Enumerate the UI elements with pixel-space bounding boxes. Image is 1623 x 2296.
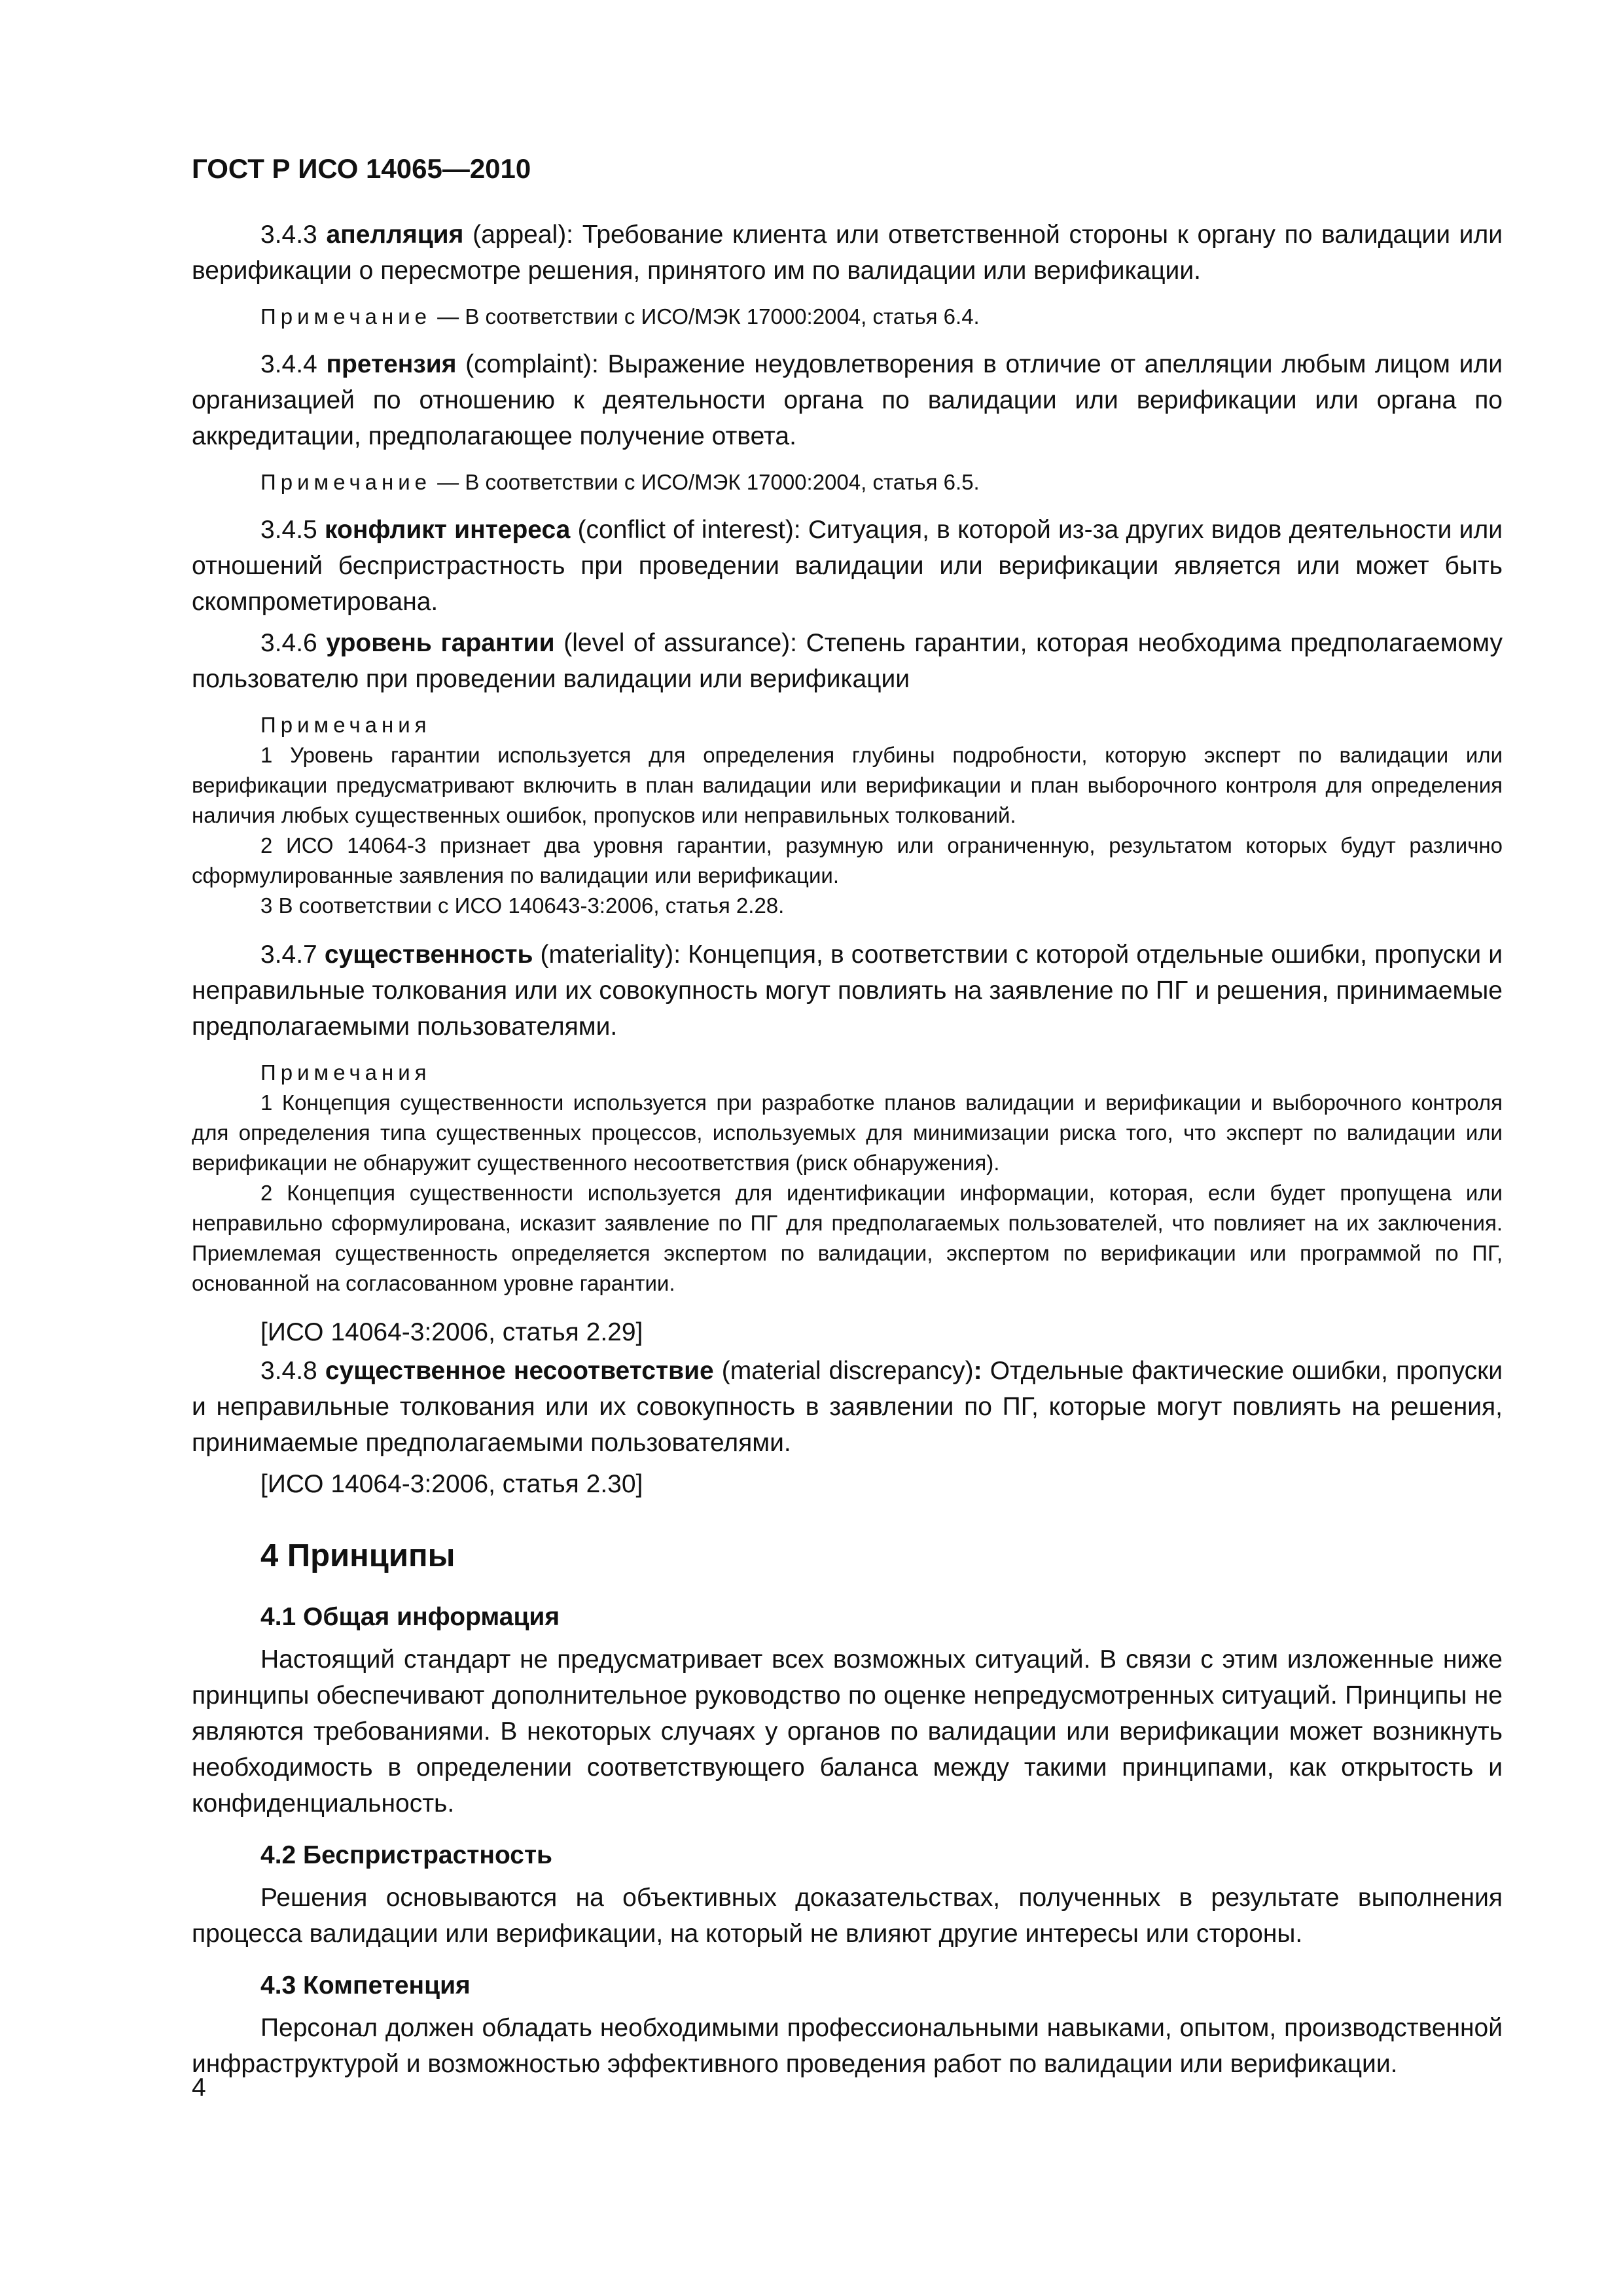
definition-number: 3.4.8 [260, 1357, 317, 1385]
paragraph-4-1: Настоящий стандарт не предусматривает всех возможных ситуаций. В связи с этим изложенные ниже принципы обеспечивают дополнительное руководство по оценке непредусмотренных ситуаций. Принципы не являются требованиями. В некоторых случаях у органов по валидации или верификации может возникнуть необходимость в определении соответствующего баланса между такими принципами, как открытость и конфиденциальность. [192, 1645, 1503, 1818]
definition-number: 3.4.3 [260, 221, 317, 249]
definition-term: апелляция [326, 221, 464, 249]
note-item: 2 ИСО 14064-3 признает два уровня гарантии, разумную или ограниченную, результатом которых будут различно сформулированные заявления по валидации или верификации. [192, 833, 1503, 888]
definition-number: 3.4.5 [260, 516, 317, 544]
note-label: Примечание [260, 470, 432, 494]
document-page [192, 151, 1503, 2098]
note-label: Примечание [260, 304, 432, 329]
note-3-4-3 [192, 302, 1503, 332]
definition-3-4-8 [192, 1353, 1503, 1461]
definition-text: (conflict of interest): Ситуация, в которой из-за других видов деятельности или отношений беспристрастность при проведении валидации или верификации является или может быть скомпрометирована. [192, 516, 1503, 616]
note-item: 1 Уровень гарантии используется для определения глубины подробности, которую эксперт по валидации или верификации предусматривают включить в план валидации или верификации и план выборочного контроля для определения наличия любых существенных ошибок, пропусков или неправильных толкований. [192, 743, 1503, 827]
note-text: — В соответствии с ИСО/МЭК 17000:2004, статья 6.4. [431, 304, 980, 329]
reference-3-4-7: [ИСО 14064-3:2006, статья 2.29] [260, 1318, 643, 1346]
definition-term: уровень гарантии [326, 629, 555, 657]
note-item: 2 Концепция существенности используется для идентификации информации, которая, если будет пропущена или неправильно сформулирована, исказит заявление по ПГ для предполагаемых пользователей, что повлияет на их заключения. Приемлемая существенность определяется экспертом по валидации, экспертом по верификации или программой по ПГ, основанной на согласованном уровне гарантии. [192, 1181, 1503, 1295]
subsection-title-4-3: 4.3 Компетенция [260, 1971, 471, 2000]
definition-number: 3.4.6 [260, 629, 317, 657]
definition-term: существенность [324, 941, 533, 969]
definition-number: 3.4.7 [260, 941, 317, 969]
definition-text: (level of assurance): Степень гарантии, которая необходима предполагаемому пользователю при проведении валидации или верификации [192, 629, 1503, 693]
note-item: 3 В соответствии с ИСО 140643-3:2006, статья 2.28. [260, 893, 785, 918]
page-number: 4 [192, 2073, 206, 2102]
definition-text: Отдельные фактические ошибки, пропуски и неправильные толкования или их совокупность в заявлении по ПГ, которые могут повлиять на решения, принимаемые предполагаемыми пользователями. [192, 1357, 1503, 1457]
note-3-4-4 [192, 467, 1503, 497]
notes-3-4-6 [192, 710, 1503, 921]
notes-heading: Примечания [260, 713, 431, 737]
paragraph-4-3: Персонал должен обладать необходимыми профессиональными навыками, опытом, производственной инфраструктурой и возможностью эффективного проведения работ по валидации или верификации. [192, 2014, 1503, 2078]
definition-term: претензия [326, 350, 457, 378]
definition-text: (materiality): Концепция, в соответствии с которой отдельные ошибки, пропуски и неправильные толкования или их совокупность могут повлиять на заявление по ПГ и решения, принимаемые предполагаемыми пользователями. [192, 941, 1503, 1041]
subsection-title-4-2: 4.2 Беспристрастность [260, 1841, 553, 1869]
definition-3-4-4 [192, 346, 1503, 454]
definition-term: существенное несоответствие [325, 1357, 714, 1385]
definition-number: 3.4.4 [260, 350, 317, 378]
definition-3-4-7 [192, 937, 1503, 1045]
definition-text: (material discrepancy) [713, 1357, 974, 1385]
reference-3-4-8: [ИСО 14064-3:2006, статья 2.30] [260, 1470, 643, 1498]
section-title: 4 Принципы [260, 1538, 455, 1573]
definition-3-4-5 [192, 512, 1503, 620]
definition-text: (complaint): Выражение неудовлетворения в отличие от апелляции любым лицом или организацией по отношению к деятельности органа по валидации или верификации или органа по аккредитации, предполагающее получение ответа. [192, 350, 1503, 450]
note-text: — В соответствии с ИСО/МЭК 17000:2004, статья 6.5. [431, 470, 980, 494]
definition-3-4-6 [192, 625, 1503, 697]
standard-header: ГОСТ Р ИСО 14065—2010 [192, 153, 531, 184]
paragraph-4-2: Решения основываются на объективных доказательствах, полученных в результате выполнения процесса валидации или верификации, на который не влияют другие интересы или стороны. [192, 1884, 1503, 1948]
notes-3-4-7 [192, 1058, 1503, 1299]
note-item: 1 Концепция существенности используется при разработке планов валидации и верификации и выборочного контроля для определения типа существенных процессов, используемых для минимизации риска того, что эксперт по валидации или верификации не обнаружит существенного несоответствия (риск обнаружения). [192, 1090, 1503, 1175]
definition-text: (appeal): Требование клиента или ответственной стороны к органу по валидации или верификации о пересмотре решения, принятого им по валидации или верификации. [192, 221, 1503, 285]
notes-heading: Примечания [260, 1060, 431, 1085]
definition-3-4-3 [192, 217, 1503, 289]
definition-term: конфликт интереса [325, 516, 571, 544]
subsection-title-4-1: 4.1 Общая информация [260, 1603, 560, 1631]
definition-colon: : [973, 1357, 982, 1385]
